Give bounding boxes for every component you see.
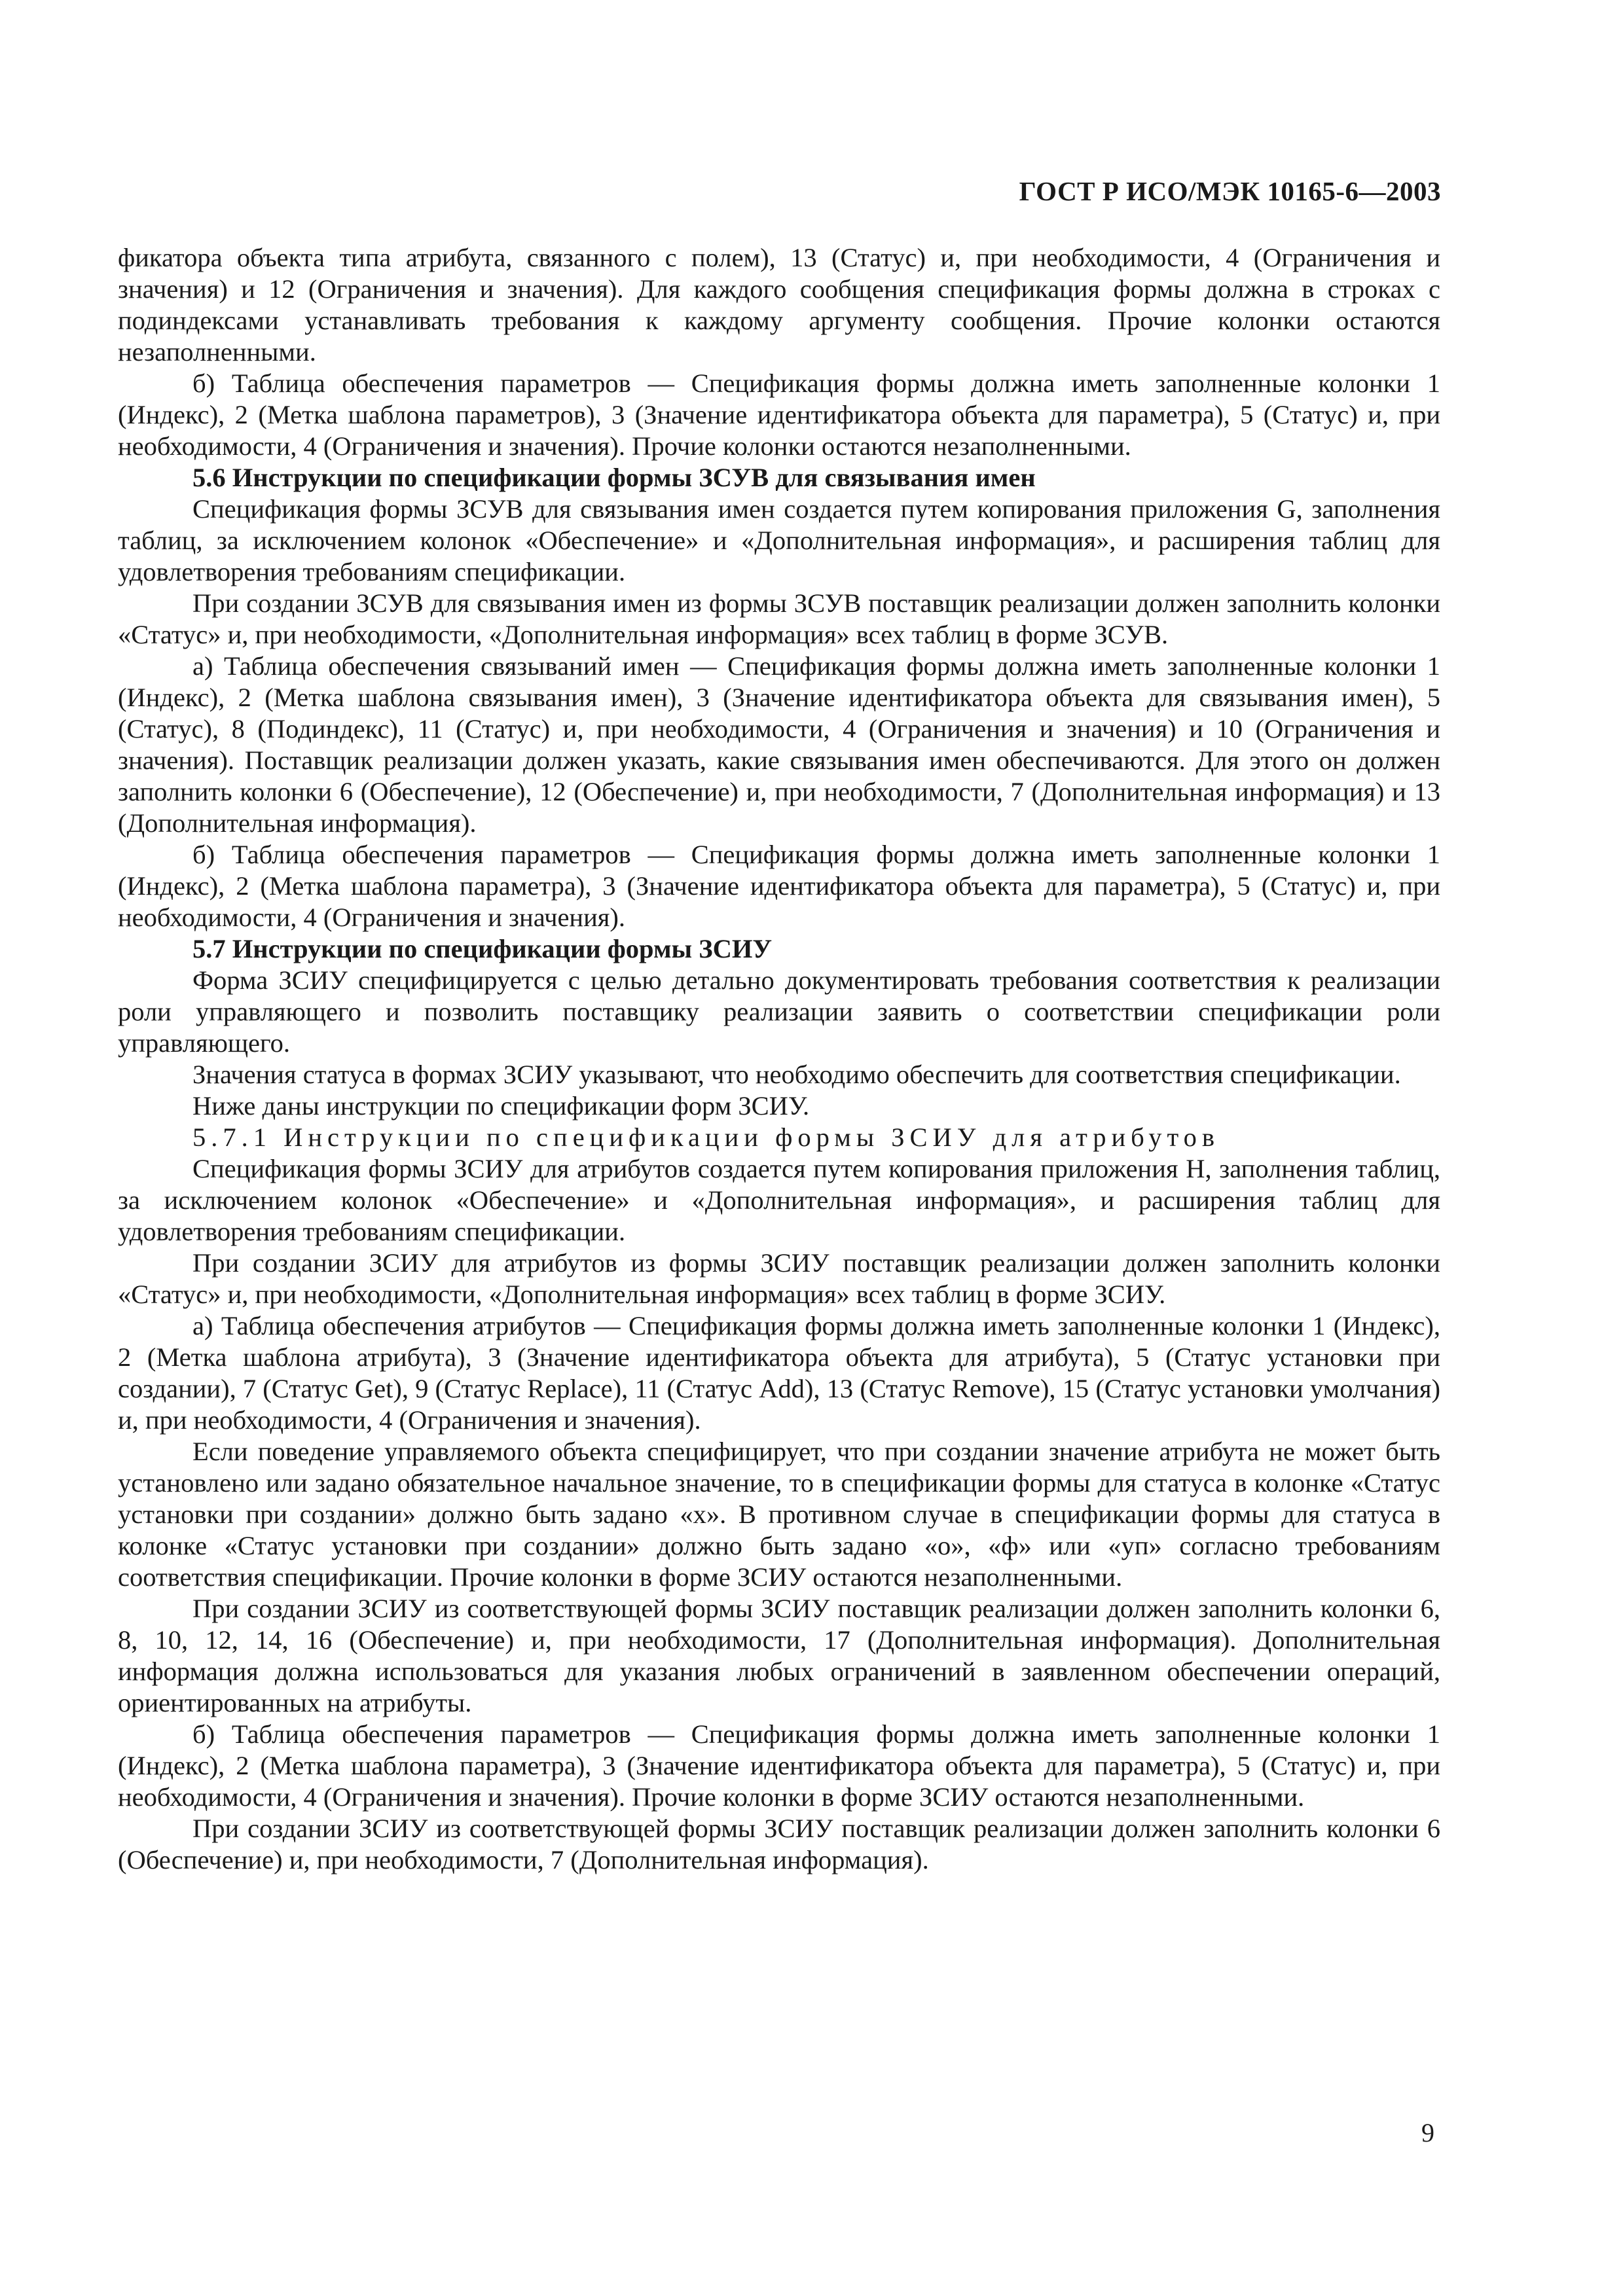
paragraph: б) Таблица обеспечения параметров — Спецификация формы должна иметь заполненные колонки 1 (Индекс), 2 (Метка шаблона параметра), 3 (Значение идентификатора объекта для параметра), 5 (Статус) и, при необходимости, 4 (Ограничения и значения). xyxy=(118,840,1440,932)
subsection-heading-5-7-1: 5.7.1 Инструкции по спецификации формы ЗСИУ для атрибутов xyxy=(192,1122,1220,1152)
paragraph: Спецификация формы ЗСУВ для связывания имен создается путем копирования приложения G, заполнения таблиц, за исключением колонок «Обеспечение» и «Дополнительная информация», и расширения таблиц для удовлетворения требованиям спецификации. xyxy=(118,494,1440,586)
paragraph: Спецификация формы ЗСИУ для атрибутов создается путем копирования приложения Н, заполнения таблиц, за исключением колонок «Обеспечение» и «Дополнительная информация», и расширения таблиц для удовлетворения требованиям спецификации. xyxy=(118,1154,1440,1246)
paragraph: фикатора объекта типа атрибута, связанного с полем), 13 (Статус) и, при необходимости, 4 (Ограничения и значения) и 12 (Ограничения и значения). Для каждого сообщения спецификация формы должна в строках с подиндексами устанавливать требования к каждому аргументу сообщения. Прочие колонки остаются незаполненными. xyxy=(118,243,1440,367)
body-text xyxy=(118,242,1440,1876)
paragraph: а) Таблица обеспечения связываний имен — Спецификация формы должна иметь заполненные колонки 1 (Индекс), 2 (Метка шаблона связывания имен), 3 (Значение идентификатора объекта для связывания имен), 5 (Статус), 8 (Подиндекс), 11 (Статус) и, при необходимости, 4 (Ограничения и значения) и 10 (Ограничения и значения). Поставщик реализации должен указать, какие связывания имен обеспечиваются. Для этого он должен заполнить колонки 6 (Обеспечение), 12 (Обеспечение) и, при необходимости, 7 (Дополнительная информация) и 13 (Дополнительная информация). xyxy=(118,651,1440,838)
paragraph: При создании ЗСИУ для атрибутов из формы ЗСИУ поставщик реализации должен заполнить колонки «Статус» и, при необходимости, «Дополнительная информация» всех таблиц в форме ЗСИУ. xyxy=(118,1248,1440,1309)
paragraph: Значения статуса в формах ЗСИУ указывают, что необходимо обеспечить для соответствия спецификации. xyxy=(192,1060,1401,1089)
paragraph: Форма ЗСИУ специфицируется с целью детально документировать требования соответствия к реализации роли управляющего и позволить поставщику реализации заявить о соответствии спецификации роли управляющего. xyxy=(118,965,1440,1058)
paragraph: Если поведение управляемого объекта специфицирует, что при создании значение атрибута не может быть установлено или задано обязательное начальное значение, то в спецификации формы для статуса в колонке «Статус установки при создании» должно быть задано «х». В противном случае в спецификации формы для статуса в колонке «Статус установки при создании» должно быть задано «о», «ф» или «уп» согласно требованиям соответствия спецификации. Прочие колонки в форме ЗСИУ остаются незаполненными. xyxy=(118,1437,1440,1592)
section-heading-5-7: 5.7 Инструкции по спецификации формы ЗСИУ xyxy=(192,934,773,963)
document-header: ГОСТ Р ИСО/МЭК 10165-6—2003 xyxy=(1019,176,1441,206)
paragraph: Ниже даны инструкции по спецификации форм ЗСИУ. xyxy=(192,1091,810,1121)
paragraph: При создании ЗСУВ для связывания имен из формы ЗСУВ поставщик реализации должен заполнить колонки «Статус» и, при необходимости, «Дополнительная информация» всех таблиц в форме ЗСУВ. xyxy=(118,588,1440,649)
section-heading-5-6: 5.6 Инструкции по спецификации формы ЗСУВ для связывания имен xyxy=(192,463,1036,492)
paragraph: При создании ЗСИУ из соответствующей формы ЗСИУ поставщик реализации должен заполнить колонки 6, 8, 10, 12, 14, 16 (Обеспечение) и, при необходимости, 17 (Дополнительная информация). Дополнительная информация должна использоваться для указания любых ограничений в заявленном обеспечении операций, ориентированных на атрибуты. xyxy=(118,1594,1440,1717)
paragraph: б) Таблица обеспечения параметров — Спецификация формы должна иметь заполненные колонки 1 (Индекс), 2 (Метка шаблона параметров), 3 (Значение идентификатора объекта для параметра), 5 (Статус) и, при необходимости, 4 (Ограничения и значения). Прочие колонки остаются незаполненными. xyxy=(118,368,1440,461)
paragraph: а) Таблица обеспечения атрибутов — Спецификация формы должна иметь заполненные колонки 1 (Индекс), 2 (Метка шаблона атрибута), 3 (Значение идентификатора объекта для атрибута), 5 (Статус установки при создании), 7 (Статус Get), 9 (Статус Replace), 11 (Статус Add), 13 (Статус Remove), 15 (Статус установки умолчания) и, при необходимости, 4 (Ограничения и значения). xyxy=(118,1311,1440,1435)
paragraph: При создании ЗСИУ из соответствующей формы ЗСИУ поставщик реализации должен заполнить колонки 6 (Обеспечение) и, при необходимости, 7 (Дополнительная информация). xyxy=(118,1814,1440,1874)
paragraph: б) Таблица обеспечения параметров — Спецификация формы должна иметь заполненные колонки 1 (Индекс), 2 (Метка шаблона параметра), 3 (Значение идентификатора объекта для параметра), 5 (Статус) и, при необходимости, 4 (Ограничения и значения). Прочие колонки в форме ЗСИУ остаются незаполненными. xyxy=(118,1719,1440,1812)
page-number: 9 xyxy=(1421,2118,1434,2147)
